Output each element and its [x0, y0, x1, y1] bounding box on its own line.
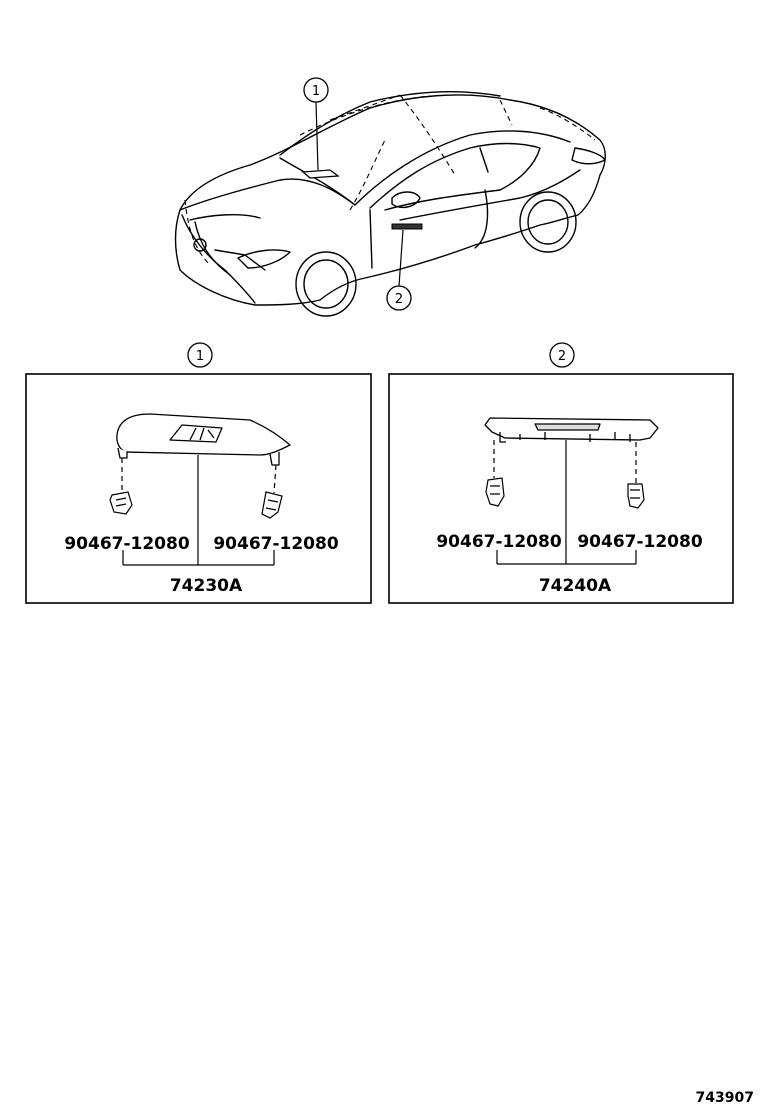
clip-part-number: 90467-12080	[213, 534, 339, 554]
clip-part-number: 90467-12080	[64, 534, 190, 554]
clip-part-number: 90467-12080	[436, 532, 562, 552]
part-location-2-icon	[392, 224, 422, 229]
svg-text:1: 1	[311, 84, 321, 99]
panel-callout-1	[188, 343, 212, 367]
clip-part-number: 90467-12080	[577, 532, 703, 552]
panel1-clip-drawings	[110, 492, 282, 518]
panel2-clip-drawings	[486, 478, 644, 508]
room-lamp-cover-drawing	[117, 414, 290, 465]
panel-callout-2	[550, 343, 574, 367]
figure-reference-number: 743907	[695, 1090, 754, 1106]
detail-panel-2	[389, 374, 733, 603]
vehicle-hidden-lines	[185, 95, 595, 265]
assembly-part-number: 74240A	[538, 576, 612, 596]
part-location-1-icon	[303, 170, 338, 178]
assembly-part-number: 74230A	[169, 576, 243, 596]
svg-text:1: 1	[195, 349, 205, 364]
door-lamp-cover-drawing	[485, 418, 658, 442]
svg-text:2: 2	[394, 292, 404, 307]
svg-text:2: 2	[557, 349, 567, 364]
vehicle-illustration	[176, 92, 606, 316]
